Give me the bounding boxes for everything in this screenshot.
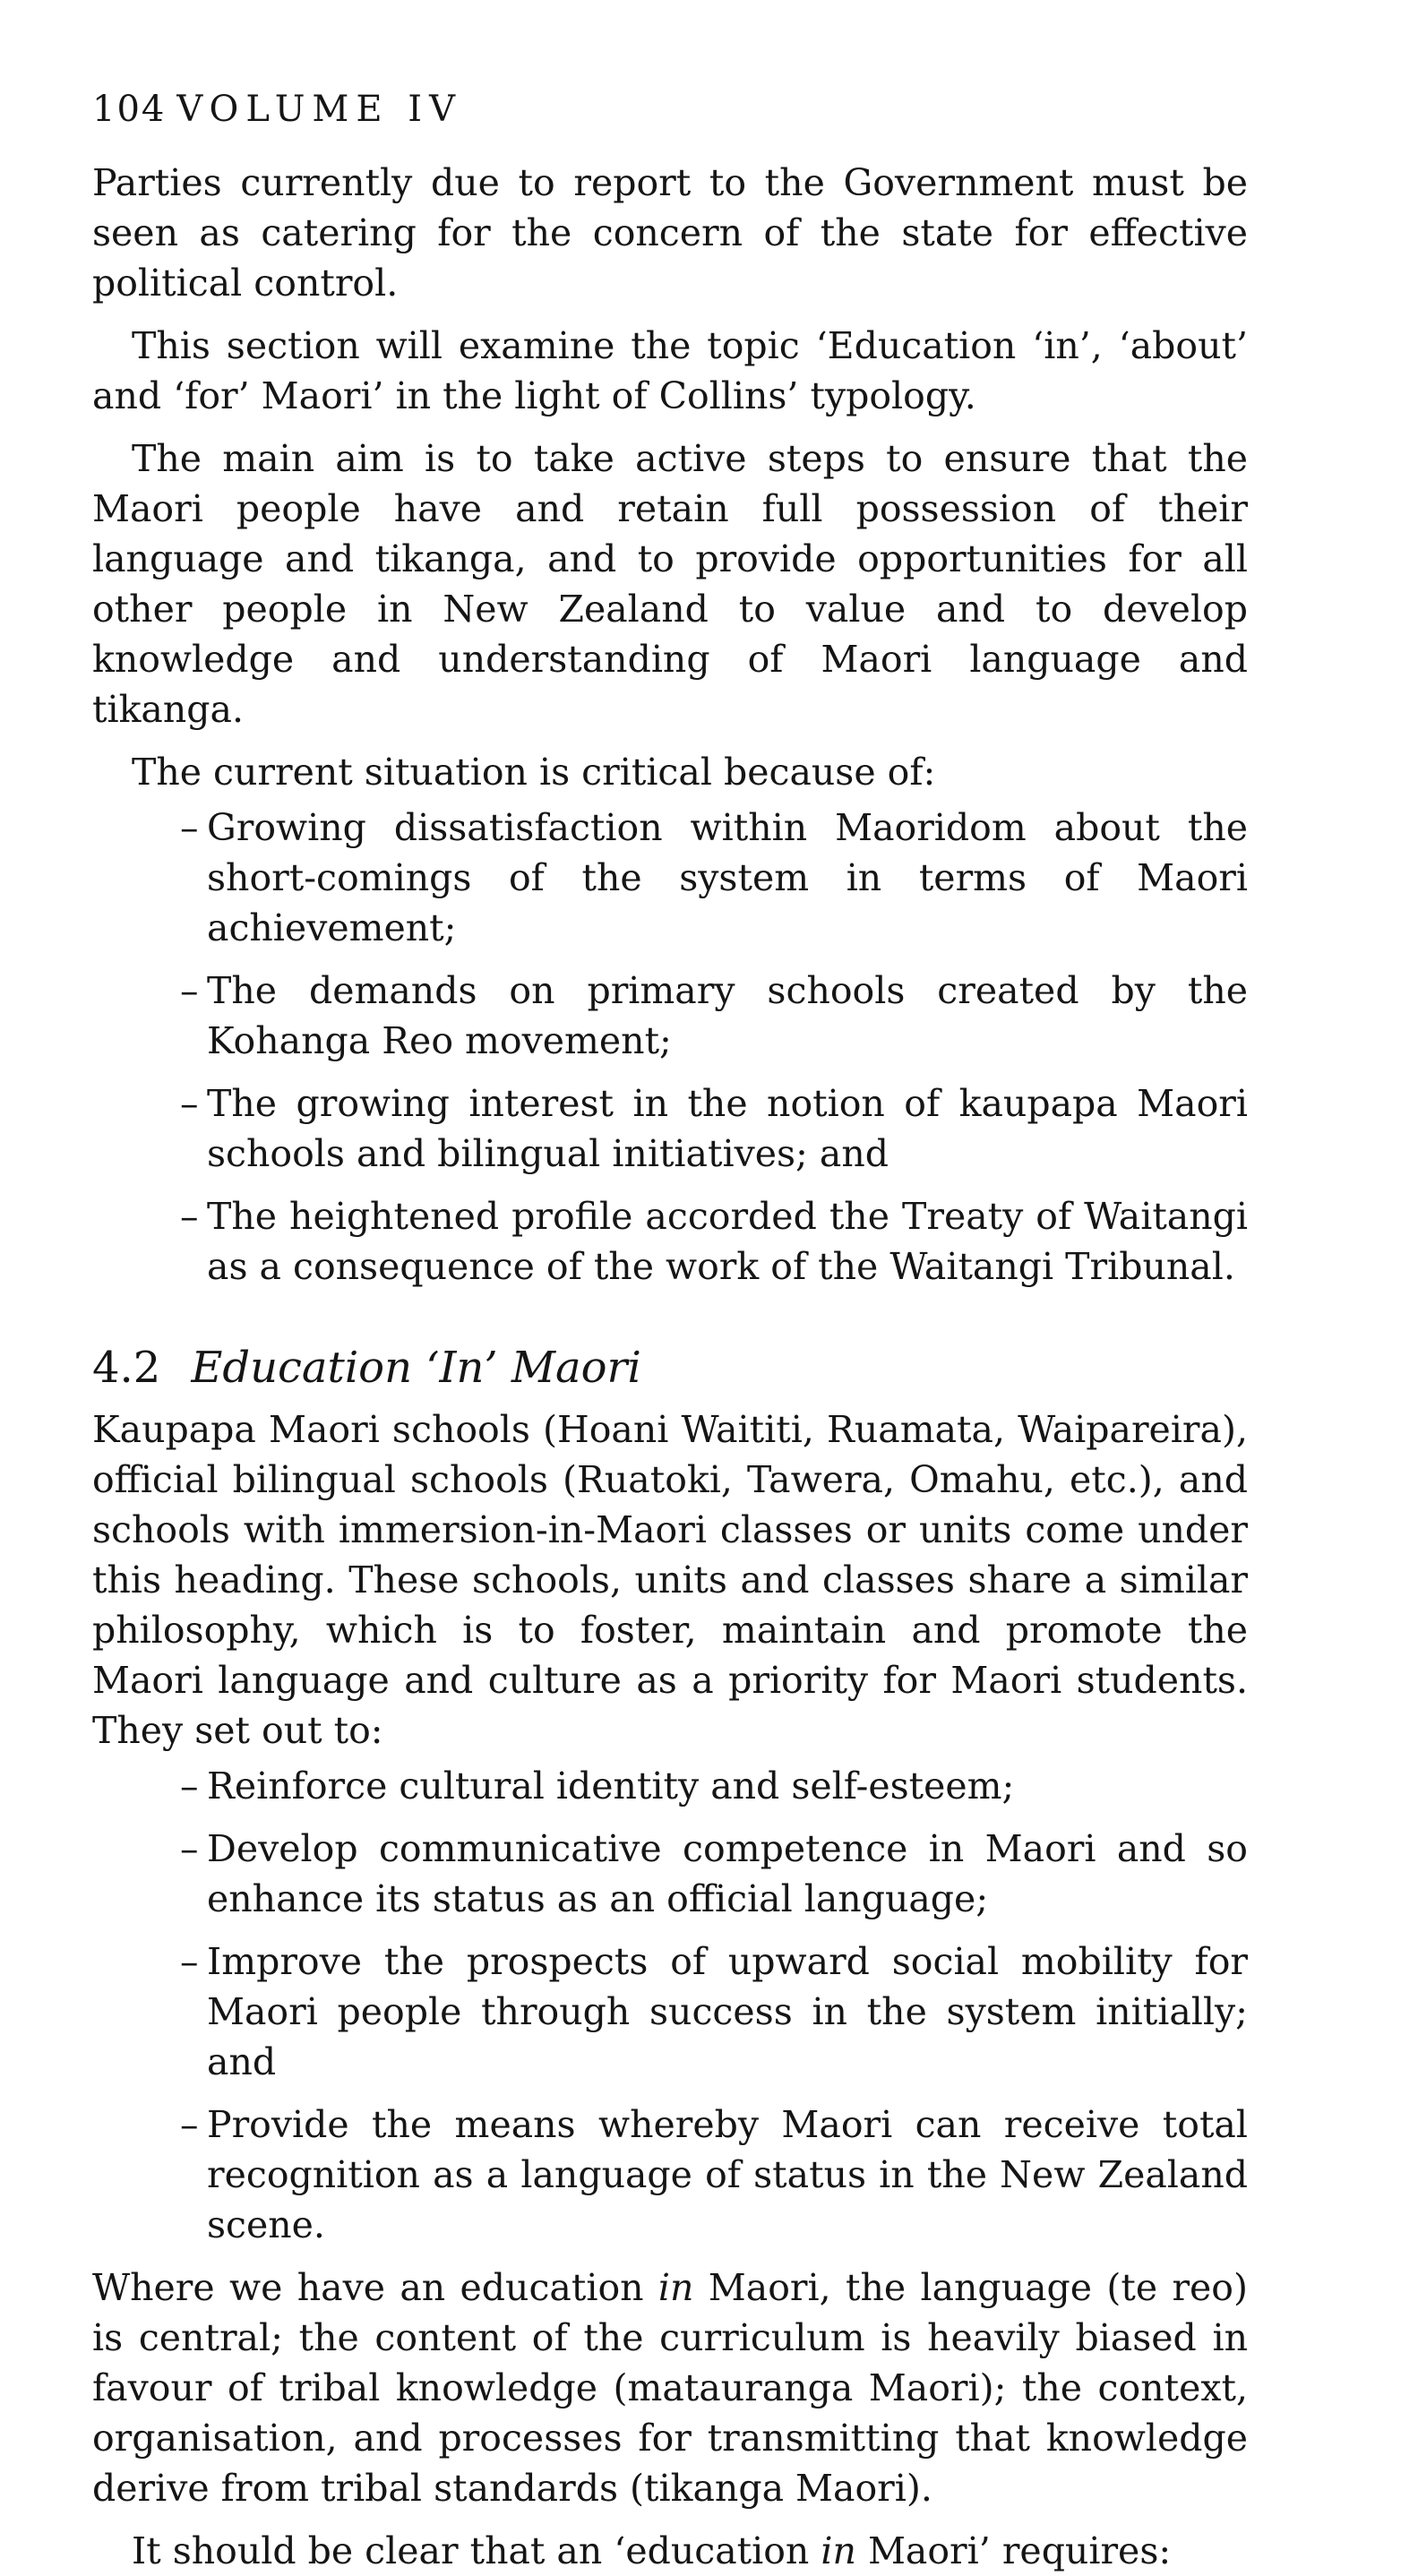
text-run: Maori’ requires: bbox=[855, 2529, 1172, 2572]
list-item: – Provide the means whereby Maori can receive total recognition as a language of status in the New Zealand scene. bbox=[207, 2099, 1248, 2250]
section-paragraph-2 bbox=[92, 2263, 1248, 2513]
list-item: – Improve the prospects of upward social mobility for Maori people through success in the system initially; and bbox=[207, 1936, 1248, 2087]
emphasis-in: in bbox=[821, 2529, 856, 2572]
list-item: – Growing dissatisfaction within Maoridom about the short-comings of the system in terms of Maori achievement; bbox=[207, 803, 1248, 953]
intro-paragraph-2: This section will examine the topic ‘Education ‘in’, ‘about’ and ‘for’ Maori’ in the light of Collins’ typology. bbox=[92, 324, 1248, 417]
running-head bbox=[92, 88, 1248, 131]
section-paragraph-1: Kaupapa Maori schools (Hoani Waititi, Ruamata, Waipareira), official bilingual schools (Ruatoki, Tawera, Omahu, etc.), and schools with immersion-in-Maori classes or units come under this heading. These schools, units and classes share a similar philosophy, which is to foster, maintain and promote the Maori language and culture as a priority for Maori students. They set out to: bbox=[92, 1408, 1248, 1752]
list-item: – Develop communicative competence in Maori and so enhance its status as an official language; bbox=[207, 1824, 1248, 1924]
section-title: Education ‘In’ Maori bbox=[191, 1343, 641, 1393]
section-number: 4.2 bbox=[92, 1343, 161, 1393]
section-paragraph-3 bbox=[92, 2526, 1248, 2576]
list-item: – The growing interest in the notion of kaupapa Maori schools and bilingual initiatives; and bbox=[207, 1078, 1248, 1179]
aims-list bbox=[92, 1761, 1248, 2250]
page-number: 104 bbox=[92, 89, 167, 130]
section-heading bbox=[92, 1340, 1248, 1395]
critical-reasons-list bbox=[92, 803, 1248, 1292]
intro-paragraph-1: Parties currently due to report to the Government must be seen as catering for the concern of the state for effective political control. bbox=[92, 161, 1248, 305]
document-page bbox=[92, 88, 1248, 2576]
text-run: Where we have an education bbox=[92, 2266, 658, 2309]
emphasis-in: in bbox=[657, 2266, 694, 2309]
volume-label: VOLUME IV bbox=[176, 89, 462, 130]
list-item: – Reinforce cultural identity and self-esteem; bbox=[207, 1761, 1248, 1811]
intro-paragraph-3: The main aim is to take active steps to ensure that the Maori people have and retain full possession of their language and tikanga, and to provide opportunities for all other people in New Zealand to value and to develop knowledge and understanding of Maori language and tikanga. bbox=[92, 437, 1248, 731]
intro-paragraph-4: The current situation is critical because of: bbox=[132, 751, 936, 794]
text-run: It should be clear that an ‘education bbox=[132, 2529, 821, 2572]
text-run: Maori, the language (te reo) is central; the content of the curriculum is heavily biased in favour of tribal knowledge (matauranga Maori); the context, organisation, and processes for transmitting that knowledge derive from tribal standards (tikanga Maori). bbox=[92, 2266, 1248, 2510]
list-item: – The heightened profile accorded the Treaty of Waitangi as a consequence of the work of the Waitangi Tribunal. bbox=[207, 1191, 1248, 1292]
list-item: – The demands on primary schools created by the Kohanga Reo movement; bbox=[207, 966, 1248, 1066]
